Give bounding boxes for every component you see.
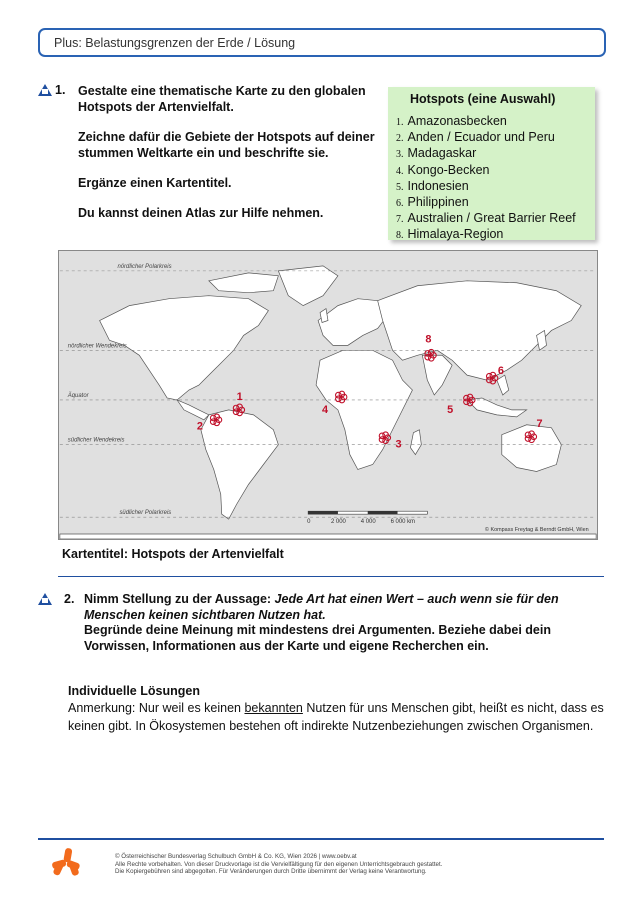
hotspot-number-label: 3 [395, 438, 402, 451]
world-map-svg [59, 251, 597, 539]
list-item: 7. Australien / Great Barrier Reef [396, 211, 576, 226]
task1-line3: Ergänze einen Kartentitel. [78, 176, 232, 190]
footer-line: Die Kopiergebühren sind abgegolten. Für Veränderungen durch Dritte übernimmt der Verlag keine Verantwortung. [115, 868, 427, 876]
solution-block [68, 683, 613, 735]
difficulty-triangle-icon [38, 593, 52, 605]
map-credit: © Kompass Freytag & Berndt GmbH, Wien [484, 527, 589, 534]
hotspot-number-label: 6 [497, 365, 504, 378]
task2-text [84, 592, 584, 654]
hotspot-number-label: 2 [196, 420, 203, 433]
hotspot-number-label: 1 [236, 390, 243, 403]
task1-line1: Gestalte eine thematische Karte zu den globalen Hotspots der Artenvielfalt. [78, 84, 366, 114]
hotspots-box [388, 87, 595, 240]
south-polar-circle-label: südlicher Polarkreis [119, 510, 172, 517]
hotspots-title: Hotspots (eine Auswahl) [410, 92, 556, 106]
task1-text [78, 83, 378, 235]
list-item: 3. Madagaskar [396, 146, 477, 161]
hotspot-number-label: 4 [322, 403, 329, 416]
footer-line: Alle Rechte vorbehalten. Von dieser Druckvorlage ist die Vervielfältigung für den eigenen Unterrichtsgebrauch gestattet. [115, 860, 443, 868]
scale-tick: 0 [307, 519, 311, 526]
footer-text [115, 853, 535, 876]
scale-tick: 2 000 [330, 519, 346, 526]
publisher-logo-icon [50, 846, 82, 880]
solution-text: Anmerkung: Nur weil es keinen bekannten Nutzen für uns Menschen gibt, heißt es nicht, dass es keinen gibt. In Ökosystemen bestehen oft indirekte Nutzenbeziehungen zwischen Organismen. [68, 701, 604, 733]
list-item: 5. Indonesien [396, 178, 469, 193]
hotspot-number-label: 8 [425, 333, 432, 346]
task2-number: 2. [64, 592, 75, 606]
task1-line2: Zeichne dafür die Gebiete der Hotspots auf deiner stummen Weltkarte ein und beschrifte sie. [78, 130, 375, 160]
difficulty-triangle-icon [38, 84, 52, 96]
map-scale-bar [307, 511, 427, 525]
south-tropic-label: südlicher Wendekreis [67, 437, 125, 444]
page-title-box [38, 28, 606, 57]
task2-instruction: Begründe deine Meinung mit mindestens drei Argumenten. Beziehe dabei dein Vorwissen, Informationen aus der Karte und eigene Recherchen ein. [84, 623, 551, 653]
page-title: Plus: Belastungsgrenzen der Erde / Lösung [54, 35, 296, 50]
list-item: 8. Himalaya-Region [396, 227, 504, 242]
scale-tick: 4 000 [360, 519, 376, 526]
task2-intro: Nimm Stellung zu der Aussage: [84, 592, 275, 606]
list-item: 4. Kongo-Becken [396, 162, 490, 177]
footer-divider [38, 838, 604, 840]
list-item: 6. Philippinen [396, 195, 469, 210]
north-tropic-label: nördlicher Wendekreis [67, 343, 127, 350]
task1-line4: Du kannst deinen Atlas zur Hilfe nehmen. [78, 206, 324, 220]
list-item: 1. Amazonasbecken [396, 114, 507, 128]
equator-label: Äquator [67, 392, 89, 399]
hotspot-number-label: 5 [447, 403, 454, 416]
map-title: Kartentitel: Hotspots der Artenvielfalt [62, 547, 284, 561]
world-map [58, 250, 598, 540]
hotspot-number-label: 7 [536, 417, 543, 430]
hotspots-list [396, 114, 587, 244]
list-item: 2. Anden / Ecuador und Peru [396, 130, 555, 145]
solution-heading: Individuelle Lösungen [68, 684, 200, 698]
north-polar-circle-label: nördlicher Polarkreis [117, 263, 172, 270]
scale-tick: 6 000 km [390, 519, 416, 526]
task1-number: 1. [55, 83, 66, 97]
task2-quote: Jede Art hat einen Wert – auch wenn sie für den Menschen keinen sichtbaren Nutzen hat. [84, 592, 559, 622]
footer-line: © Österreichischer Bundesverlag Schulbuch GmbH & Co. KG, Wien 2026 | www.oebv.at [115, 853, 357, 860]
divider [58, 576, 604, 577]
